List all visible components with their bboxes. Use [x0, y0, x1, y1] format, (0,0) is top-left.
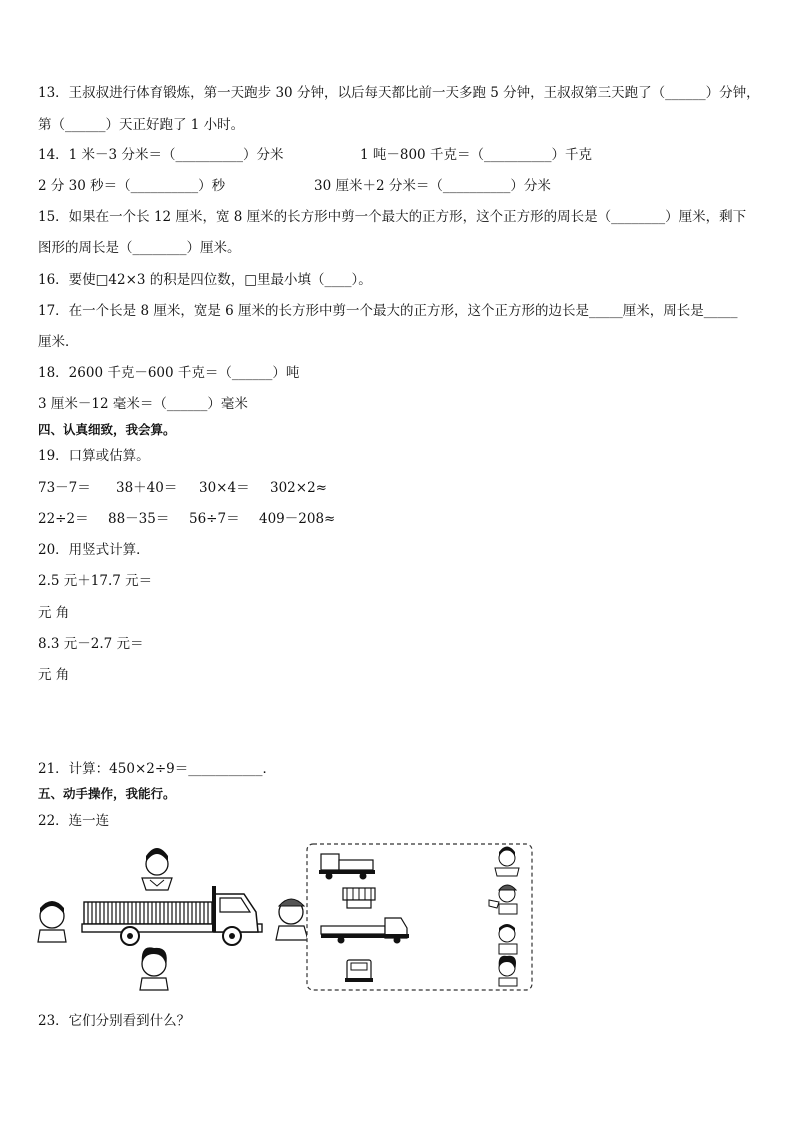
q19-row1	[38, 479, 327, 497]
truck-top-view-icon	[343, 888, 375, 908]
q20-unit2: 元 角	[38, 667, 70, 683]
q14-item-c: 2 分 30 秒＝（__________）秒	[38, 178, 226, 194]
truck-front-view-icon	[345, 960, 373, 982]
q14-item-b: 1 吨－800 千克＝（__________）千克	[360, 147, 592, 163]
q18-line1: 18．2600 千克－600 千克＝（______）吨	[38, 365, 300, 381]
q19-item: 73－7＝	[38, 480, 91, 496]
q19-item: 56÷7＝	[189, 511, 240, 527]
q17-line1: 17．在一个长是 8 厘米，宽是 6 厘米的长方形中剪一个最大的正方形，这个正方形的边长是_____厘米，周长是_____	[38, 303, 738, 319]
q14-item-a: 14．1 米－3 分米＝（__________）分米	[38, 147, 284, 163]
q15-line1: 15．如果在一个长 12 厘米，宽 8 厘米的长方形中剪一个最大的正方形，这个正方形的周长是（________）厘米，剩下	[38, 209, 747, 225]
q13-line2: 第（______）天正好跑了 1 小时。	[38, 117, 245, 133]
q19-item: 22÷2＝	[38, 511, 89, 527]
views-matching-box	[305, 842, 535, 994]
q19-title: 19．口算或估算。	[38, 448, 150, 464]
q15-line2: 图形的周长是（________）厘米。	[38, 240, 241, 256]
q19-item: 302×2≈	[270, 480, 327, 496]
truck-scene-illustration	[36, 842, 312, 994]
q20-unit1: 元 角	[38, 605, 70, 621]
q19-row2	[38, 510, 335, 528]
q21-line1: 21．计算：450×2÷9＝___________．	[38, 761, 276, 777]
q20-title: 20．用竖式计算．	[38, 542, 150, 558]
girl-bottom-icon	[499, 956, 517, 986]
q14-row1	[38, 146, 592, 164]
q22-title: 22．连一连	[38, 813, 110, 829]
q14-item-d: 30 厘米＋2 分米＝（__________）分米	[314, 178, 551, 194]
q13-line1: 13．王叔叔进行体育锻炼，第一天跑步 30 分钟，以后每天都比前一天多跑 5 分钟，王叔叔第三天跑了（______）分钟，	[38, 85, 760, 101]
q23-title: 23．它们分别看到什么？	[38, 1013, 191, 1029]
q16-line1: 16．要使□42×3 的积是四位数，□里最小填（____）。	[38, 272, 372, 288]
q19-item: 88－35＝	[108, 511, 170, 527]
q20-expr2: 8.3 元－2.7 元＝	[38, 636, 144, 652]
section4-title: 四、认真细致，我会算。	[38, 422, 176, 437]
q19-item: 30×4＝	[199, 480, 250, 496]
q17-line2: 厘米．	[38, 334, 79, 350]
section5-title: 五、动手操作，我能行。	[38, 786, 176, 801]
q19-item: 38＋40＝	[116, 480, 178, 496]
q18-line2: 3 厘米－12 毫米＝（______）毫米	[38, 396, 248, 412]
q20-expr1: 2.5 元＋17.7 元＝	[38, 573, 153, 589]
q19-item: 409－208≈	[259, 511, 336, 527]
q14-row2	[38, 177, 551, 195]
